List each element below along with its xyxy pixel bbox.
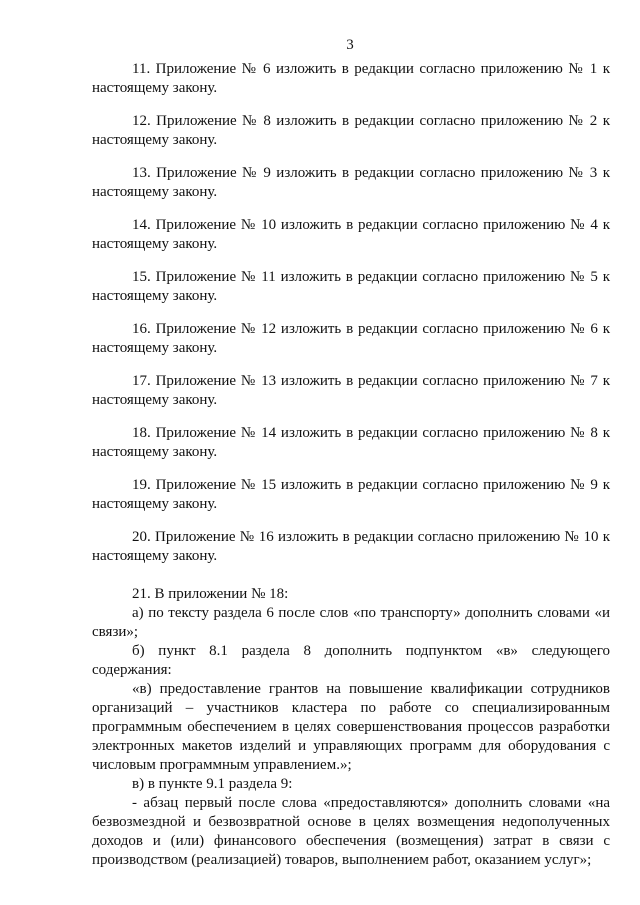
paragraph-item-12: 12. Приложение № 8 изложить в редакции согласно приложению № 2 к настоящему закону. xyxy=(92,113,610,148)
subitem-a: а) по тексту раздела 6 после слов «по транспорту» дополнить словами «и связи»; xyxy=(92,605,610,640)
subitem-v: в) в пункте 9.1 раздела 9: xyxy=(132,776,293,792)
paragraph-item-18: 18. Приложение № 14 изложить в редакции согласно приложению № 8 к настоящему закону. xyxy=(92,425,610,460)
paragraph-item-21-heading: 21. В приложении № 18: xyxy=(132,586,289,602)
paragraph-item-16: 16. Приложение № 12 изложить в редакции согласно приложению № 6 к настоящему закону. xyxy=(92,321,610,356)
paragraph-item-14: 14. Приложение № 10 изложить в редакции согласно приложению № 4 к настоящему закону. xyxy=(92,217,610,252)
paragraph-item-11: 11. Приложение № 6 изложить в редакции согласно приложению № 1 к настоящему закону. xyxy=(92,61,610,96)
paragraph-item-20: 20. Приложение № 16 изложить в редакции согласно приложению № 10 к настоящему закону. xyxy=(92,529,610,564)
quoted-text: «в) предоставление грантов на повышение квалификации сотрудников организаций – участников кластера по работе со специализированным программным обеспечением в целях совершенствования процессов разработки электронных макетов изделий и управляющих программ для оборудования с числовым программным управлением.»; xyxy=(92,681,610,773)
paragraph-item-17: 17. Приложение № 13 изложить в редакции согласно приложению № 7 к настоящему закону. xyxy=(92,373,610,408)
document-body xyxy=(92,60,610,870)
subitem-b: б) пункт 8.1 раздела 8 дополнить подпунктом «в» следующего содержания: xyxy=(92,643,610,678)
paragraph-item-13: 13. Приложение № 9 изложить в редакции согласно приложению № 3 к настоящему закону. xyxy=(92,165,610,200)
paragraph-item-19: 19. Приложение № 15 изложить в редакции согласно приложению № 9 к настоящему закону. xyxy=(92,477,610,512)
page-number: 3 xyxy=(346,37,354,53)
paragraph-item-15: 15. Приложение № 11 изложить в редакции согласно приложению № 5 к настоящему закону. xyxy=(92,269,610,304)
dash-paragraph: - абзац первый после слова «предоставляются» дополнить словами «на безвозмездной и безвозвратной основе в целях возмещения недополученных доходов и (или) финансового обеспечения (возмещения) затрат в связи с производством (реализацией) товаров, выполнением работ, оказанием услуг»; xyxy=(92,795,610,868)
